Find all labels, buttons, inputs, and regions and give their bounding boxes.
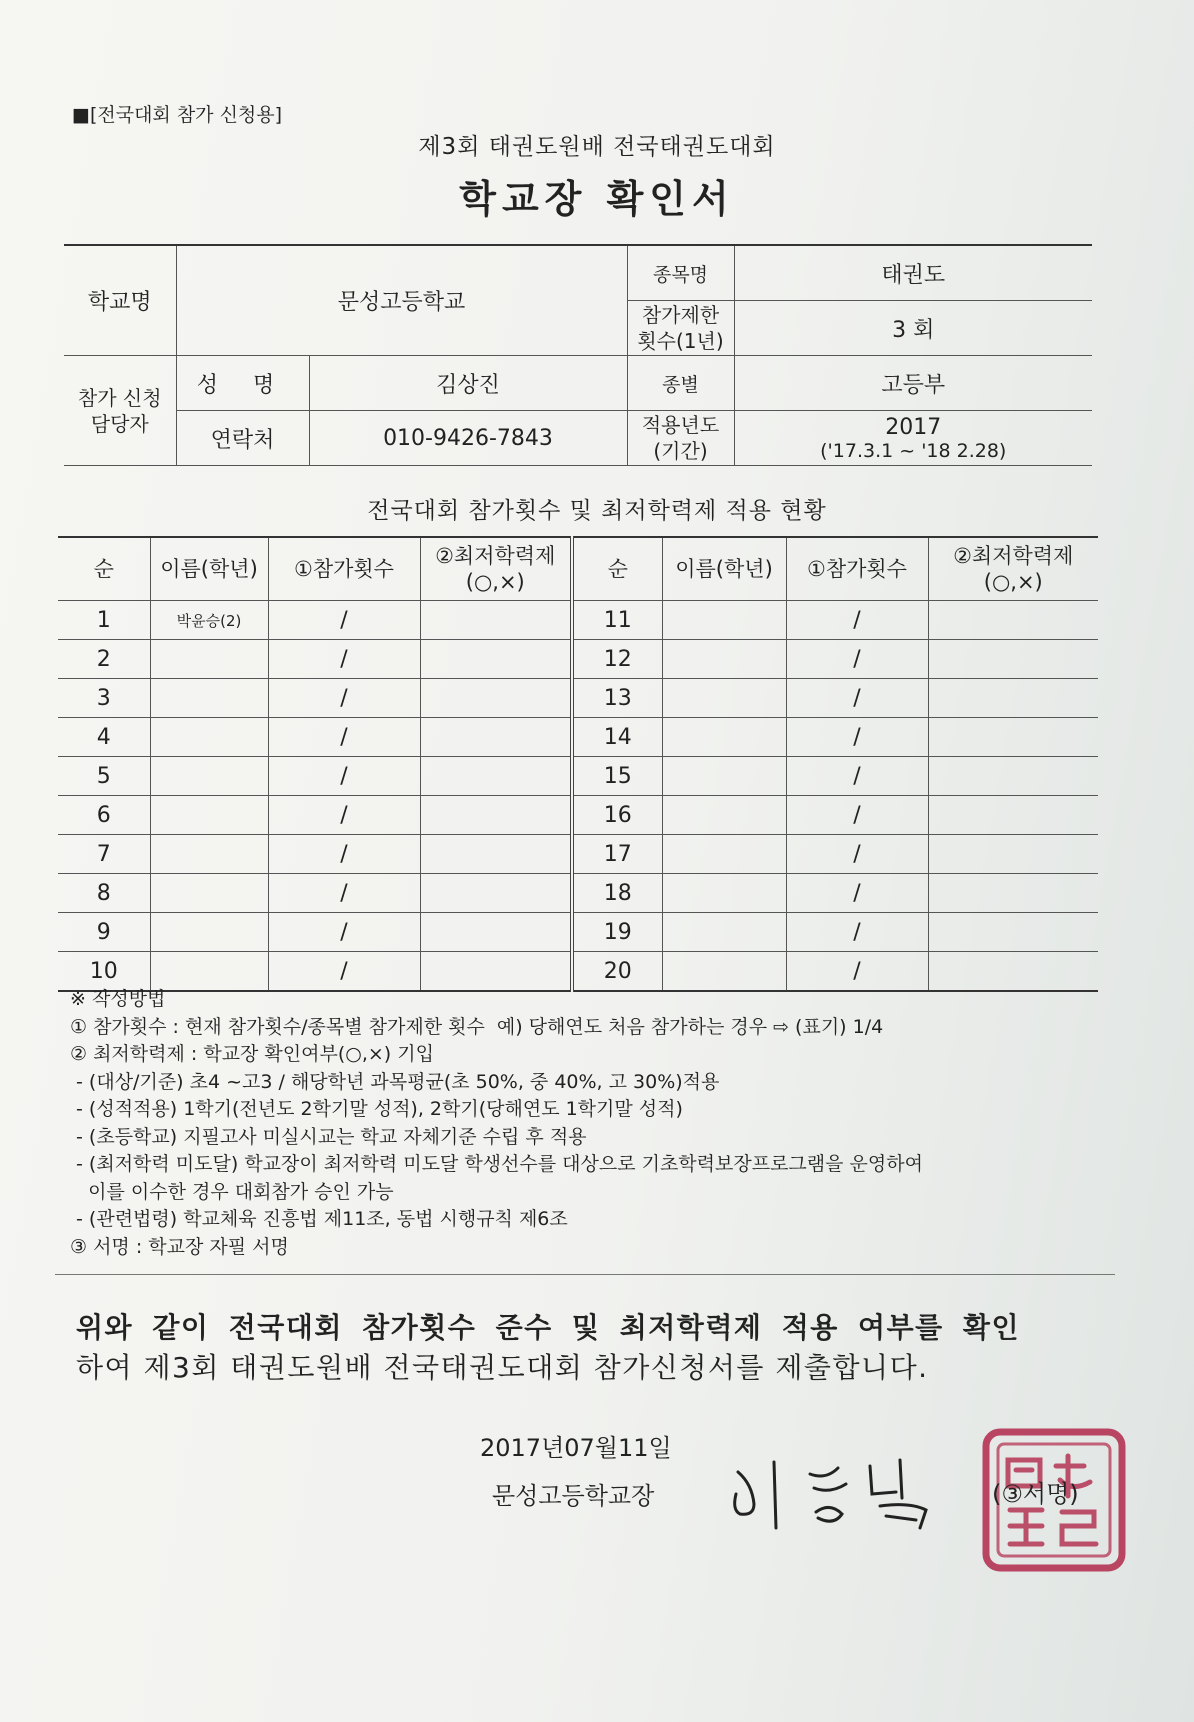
student-name-cell — [150, 679, 268, 718]
minimum-grade-cell — [420, 913, 572, 952]
student-name-cell — [662, 835, 786, 874]
row-number: 2 — [58, 640, 150, 679]
minimum-grade-cell — [928, 718, 1098, 757]
table-row — [58, 757, 1098, 796]
header-count: ①참가횟수 — [786, 537, 928, 601]
table-row — [58, 640, 1098, 679]
student-name-cell — [662, 796, 786, 835]
contact-value: 010-9426-7843 — [309, 411, 627, 466]
student-name-cell — [662, 679, 786, 718]
confirmation-text — [76, 1308, 1116, 1388]
contact-label: 연락처 — [176, 411, 309, 466]
event-subtitle: 제3회 태권도원배 전국태권도대회 — [418, 134, 776, 160]
header-min: ②최저학력제 (○,×) — [420, 537, 572, 601]
minimum-grade-cell — [420, 601, 572, 640]
student-name-cell — [662, 601, 786, 640]
participation-count-cell: / — [268, 952, 420, 992]
row-number: 19 — [572, 913, 662, 952]
row-number: 17 — [572, 835, 662, 874]
row-number: 14 — [572, 718, 662, 757]
minimum-grade-cell — [420, 718, 572, 757]
divider-line — [55, 1274, 1115, 1275]
instructions — [70, 986, 1120, 1261]
participation-count-cell: / — [268, 718, 420, 757]
limit-label: 참가제한 횟수(1년) — [627, 301, 734, 356]
minimum-grade-cell — [928, 913, 1098, 952]
table-row — [58, 796, 1098, 835]
instruction-line: - (최저학력 미도달) 학교장이 최저학력 미도달 학생선수를 대상으로 기초학력보장프로그램을 운영하여 — [70, 1153, 923, 1175]
instruction-line: ③ 서명 : 학교장 자필 서명 — [70, 1235, 289, 1258]
minimum-grade-cell — [420, 835, 572, 874]
table-row — [58, 679, 1098, 718]
minimum-grade-cell — [928, 835, 1098, 874]
name-label: 성 명 — [176, 356, 309, 411]
name-value: 김상진 — [309, 356, 627, 411]
participation-count-cell: / — [786, 757, 928, 796]
participation-count-cell: / — [268, 640, 420, 679]
row-number: 8 — [58, 874, 150, 913]
year-cell — [734, 411, 1092, 466]
manager-label: 참가 신청 담당자 — [64, 356, 176, 466]
student-name-cell — [150, 640, 268, 679]
row-number: 16 — [572, 796, 662, 835]
table-row — [58, 913, 1098, 952]
row-number: 5 — [58, 757, 150, 796]
participation-count-cell: / — [786, 913, 928, 952]
participation-count-cell: / — [268, 757, 420, 796]
student-name-cell — [662, 640, 786, 679]
row-number: 20 — [572, 952, 662, 992]
minimum-grade-cell — [928, 679, 1098, 718]
instruction-line: ① 참가횟수 : 현재 참가횟수/종목별 참가제한 횟수 예) 당해연도 처음 참가하는 경우 ⇨ (표기) 1/4 — [70, 1015, 884, 1038]
row-number: 13 — [572, 679, 662, 718]
row-number: 4 — [58, 718, 150, 757]
confirmation-line-1: 위와 같이 전국대회 참가횟수 준수 및 최저학력제 적용 여부를 확인 — [76, 1311, 1021, 1344]
row-number: 7 — [58, 835, 150, 874]
confirmation-line-2: 하여 제3회 태권도원배 전국태권도대회 참가신청서를 제출합니다. — [76, 1351, 929, 1384]
participation-count-cell: / — [268, 913, 420, 952]
form-tag: ■[전국대회 참가 신청용] — [72, 104, 283, 126]
instructions-title: ※ 작성방법 — [70, 988, 166, 1010]
minimum-grade-cell — [928, 796, 1098, 835]
participation-count-cell: / — [786, 640, 928, 679]
student-name-cell: 박윤승(2) — [150, 601, 268, 640]
event-value: 태권도 — [734, 245, 1092, 301]
minimum-grade-cell — [420, 757, 572, 796]
header-no: 순 — [572, 537, 662, 601]
header-name: 이름(학년) — [662, 537, 786, 601]
participation-count-cell: / — [786, 835, 928, 874]
table-row — [58, 835, 1098, 874]
handwritten-signature — [730, 1454, 950, 1534]
participation-count-cell: / — [786, 718, 928, 757]
minimum-grade-cell — [420, 679, 572, 718]
row-number: 12 — [572, 640, 662, 679]
participation-count-cell: / — [786, 601, 928, 640]
event-label: 종목명 — [627, 245, 734, 301]
principal-title: 문성고등학교장 — [492, 1482, 655, 1510]
student-name-cell — [662, 874, 786, 913]
school-info-table — [64, 244, 1092, 466]
school-name-label: 학교명 — [64, 245, 176, 356]
year-value: 2017 — [885, 414, 942, 440]
row-number: 11 — [572, 601, 662, 640]
minimum-grade-cell — [420, 796, 572, 835]
student-name-cell — [150, 718, 268, 757]
table-row — [58, 718, 1098, 757]
division-label: 종별 — [627, 356, 734, 411]
student-name-cell — [150, 874, 268, 913]
table-row — [58, 601, 1098, 640]
participation-count-cell: / — [268, 874, 420, 913]
minimum-grade-cell — [928, 601, 1098, 640]
seal-label: (③서명) — [992, 1480, 1079, 1508]
page-title: 학교장 확인서 — [459, 177, 735, 221]
instruction-line: - (대상/기준) 초4 ~고3 / 해당학년 과목평균(초 50%, 중 40%, 고 30%)적용 — [70, 1070, 720, 1093]
division-value: 고등부 — [734, 356, 1092, 411]
student-name-cell — [662, 757, 786, 796]
instruction-line: - (관련법령) 학교체육 진흥법 제11조, 동법 시행규칙 제6조 — [70, 1208, 568, 1230]
participation-count-cell: / — [786, 952, 928, 992]
student-name-cell — [150, 913, 268, 952]
row-number: 18 — [572, 874, 662, 913]
participation-count-cell: / — [268, 601, 420, 640]
header-count: ①참가횟수 — [268, 537, 420, 601]
student-name-cell — [150, 757, 268, 796]
participation-count-cell: / — [786, 679, 928, 718]
row-number: 3 — [58, 679, 150, 718]
instruction-line: ② 최저학력제 : 학교장 확인여부(○,×) 기입 — [70, 1043, 434, 1065]
minimum-grade-cell — [420, 874, 572, 913]
minimum-grade-cell — [420, 640, 572, 679]
student-name-cell — [150, 835, 268, 874]
issue-date: 2017년07월11일 — [480, 1434, 672, 1462]
limit-value: 3 회 — [734, 301, 1092, 356]
instruction-line: - (성적적용) 1학기(전년도 2학기말 성적), 2학기(당해연도 1학기말 성적) — [70, 1098, 683, 1120]
year-period: ('17.3.1 ~ '18 2.28) — [820, 439, 1007, 462]
row-number: 10 — [58, 952, 150, 992]
school-name-value: 문성고등학교 — [176, 245, 627, 356]
minimum-grade-cell — [928, 640, 1098, 679]
participation-count-cell: / — [786, 874, 928, 913]
student-name-cell — [662, 913, 786, 952]
header-min: ②최저학력제 (○,×) — [928, 537, 1098, 601]
table-row — [58, 874, 1098, 913]
status-table-title: 전국대회 참가횟수 및 최저학력제 적용 현황 — [367, 498, 827, 524]
participation-count-cell: / — [268, 679, 420, 718]
row-number: 6 — [58, 796, 150, 835]
header-no: 순 — [58, 537, 150, 601]
year-label: 적용년도 (기간) — [627, 411, 734, 466]
header-name: 이름(학년) — [150, 537, 268, 601]
participation-count-cell: / — [268, 796, 420, 835]
minimum-grade-cell — [928, 874, 1098, 913]
row-number: 15 — [572, 757, 662, 796]
participation-count-cell: / — [268, 835, 420, 874]
minimum-grade-cell — [928, 757, 1098, 796]
row-number: 1 — [58, 601, 150, 640]
participation-count-cell: / — [786, 796, 928, 835]
participation-status-table — [58, 536, 1098, 992]
student-name-cell — [150, 796, 268, 835]
instruction-line: 이를 이수한 경우 대회참가 승인 가능 — [70, 1180, 394, 1203]
instruction-line: - (초등학교) 지필고사 미실시교는 학교 자체기준 수립 후 적용 — [70, 1125, 587, 1148]
row-number: 9 — [58, 913, 150, 952]
student-name-cell — [662, 718, 786, 757]
